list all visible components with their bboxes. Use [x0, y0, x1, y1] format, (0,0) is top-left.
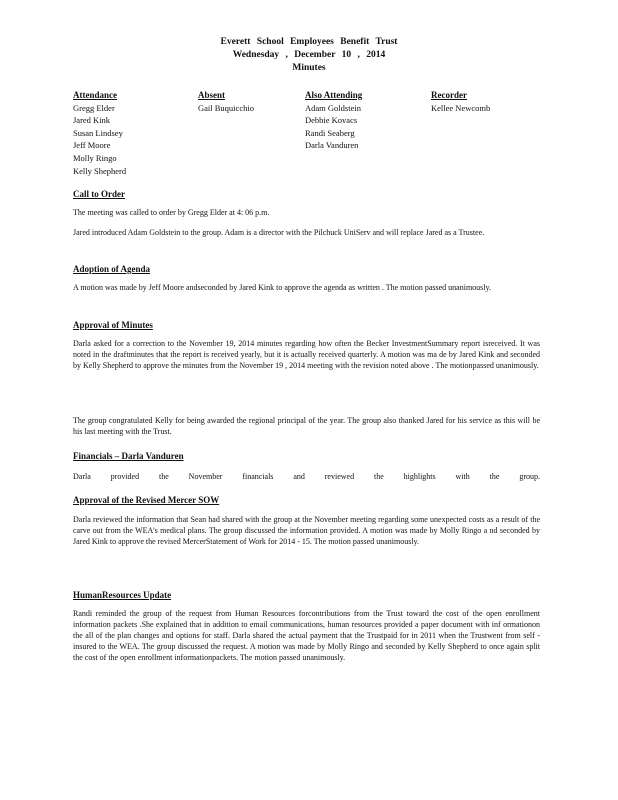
call-to-order-heading: Call to Order	[73, 189, 125, 199]
adoption-of-agenda-heading: Adoption of Agenda	[73, 264, 151, 274]
attendance-heading: Attendance	[73, 90, 117, 100]
introduction-paragraph: Jared introduced Adam Goldstein to the group. Adam is a director with the Pilchuck UniServ and will replace Jared as a Trustee.	[73, 228, 485, 237]
guest: Debbie Kovacs	[305, 115, 358, 126]
guest: Adam Goldstein	[305, 102, 361, 113]
absentee: Gail Buquicchio	[198, 102, 254, 113]
hr-update-paragraph: Randi reminded the group of the request from Human Resources forcontributions from the Trust toward the cost of the open enrollment information packets .She explained that in addition to email communications, human resources provided a paper document with inf ormationon the all of the plan changes and options for staff. Darla shared the actual payment that the Trustpaid for in 2011 when the Trustwent from self - insured to the WEA. The group discussed the request. A motion was made by Molly Ringo and seconded by Kelly Shepherd to once again split the cost of the open enrollment informationpackets. The motion passed unanimously.	[73, 609, 540, 663]
recorder-heading: Recorder	[431, 90, 467, 100]
financials-paragraph: Darla provided the November financials and reviewed the highlights with the group.	[73, 472, 540, 481]
header-date: Wednesday , December 10 , 2014	[232, 50, 386, 60]
congratulations-paragraph: The group congratulated Kelly for being awarded the regional principal of the year. The group also thanked Jared for his service as this will be his last meeting with the Trust.	[73, 416, 540, 437]
absent-heading: Absent	[198, 90, 226, 100]
attendee: Gregg Elder	[73, 102, 115, 113]
also-attending-heading: Also Attending	[305, 90, 363, 100]
adoption-of-agenda-paragraph: A motion was made by Jeff Moore andseconded by Jared Kink to approve the agenda as written . The motion passed unanimously.	[73, 283, 491, 292]
attendance-column	[73, 89, 126, 177]
attendee: Molly Ringo	[73, 152, 117, 163]
attendee: Jeff Moore	[73, 140, 111, 151]
recorder-column	[431, 89, 490, 114]
attendee: Jared Kink	[73, 115, 111, 126]
attendee: Susan Lindsey	[73, 127, 123, 138]
also-attending-column	[305, 89, 362, 152]
approval-of-minutes-heading: Approval of Minutes	[73, 320, 153, 330]
attendee: Kelly Shepherd	[73, 165, 127, 176]
call-to-order-paragraph: The meeting was called to order by Gregg Elder at 4: 06 p.m.	[73, 208, 270, 217]
recorder-name: Kellee Newcomb	[431, 102, 491, 113]
hr-update-heading: HumanResources Update	[73, 590, 172, 600]
financials-heading: Financials – Darla Vanduren	[73, 451, 184, 461]
absent-column	[198, 89, 254, 114]
approval-mercer-heading: Approval of the Revised Mercer SOW	[73, 495, 220, 505]
guest: Darla Vanduren	[305, 140, 359, 151]
header-trust-name: Everett School Employees Benefit Trust	[220, 37, 398, 47]
guest: Randi Seaberg	[305, 127, 355, 138]
approval-mercer-paragraph: Darla reviewed the information that Sean had shared with the group at the November meeting regarding some unexpected costs as a result of the carve out from the WEA’s medical plans. The group discussed the information provided. A motion was made by Molly Ringo a nd seconded by Jared Kink to approve the revised MercerStatement of Work for 2014 - 15. The motion passed unanimously.	[73, 515, 540, 547]
approval-of-minutes-paragraph: Darla asked for a correction to the November 19, 2014 minutes regarding how often the Becker InvestmentSummary report isreceived. It was noted in the draftminutes that the report is received yearly, but it is actually received quarterly. A motion was ma de by Jared Kink and seconded by Kelly Shepherd to approve the minutes from the November 19 , 2014 meeting with the revision noted above . The motionpassed unanimously.	[73, 339, 540, 371]
header-minutes: Minutes	[292, 63, 326, 73]
